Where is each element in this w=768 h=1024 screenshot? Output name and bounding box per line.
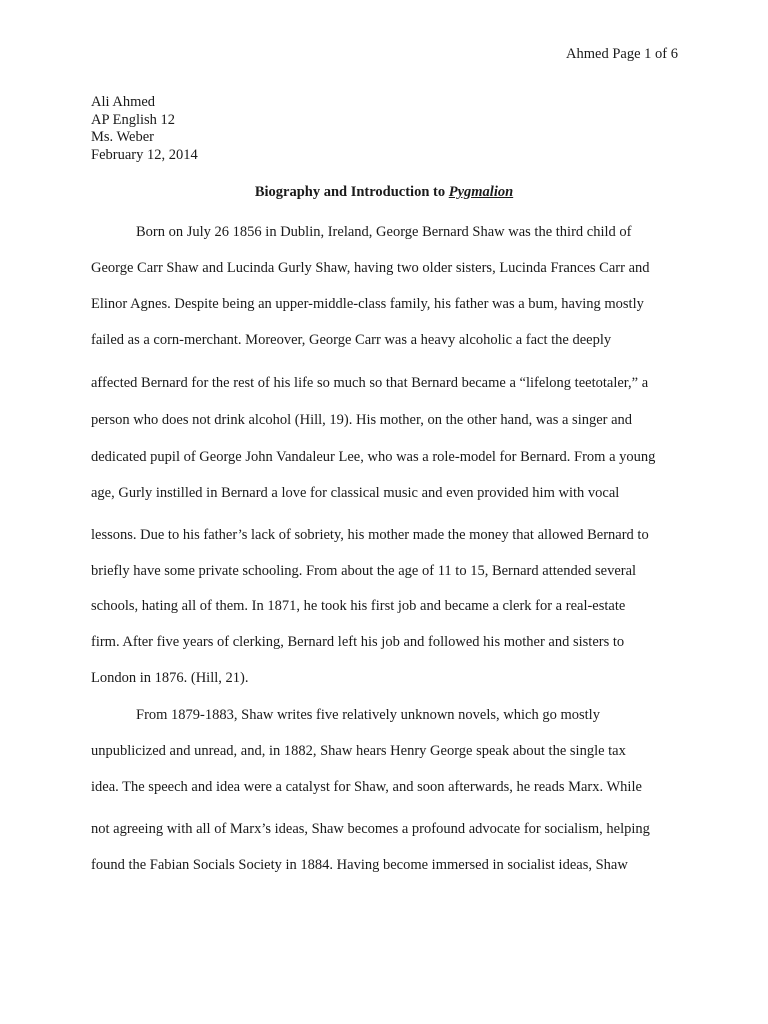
paragraph-1-line-8: age, Gurly instilled in Bernard a love for classical music and even provided him with vocal [91,485,620,501]
paragraph-1-line-6: person who does not drink alcohol (Hill, 19). His mother, on the other hand, was a singer and [91,412,633,428]
paragraph-2-line-5: found the Fabian Socials Society in 1884. Having become immersed in socialist ideas, Shaw [91,857,628,873]
paragraph-1-line-2: George Carr Shaw and Lucinda Gurly Shaw, having two older sisters, Lucinda Frances Carr and [91,260,650,276]
essay-title [0,184,768,201]
paragraph-1-line-7: dedicated pupil of George John Vandaleur Lee, who was a role-model for Bernard. From a young [91,449,656,465]
essay-title-work: Pygmalion [448,184,514,200]
paragraph-1-line-9: lessons. Due to his father’s lack of sobriety, his mother made the money that allowed Bernard to [91,527,649,543]
essay-title-text: Biography and Introduction to [254,184,449,200]
paragraph-1-line-3: Elinor Agnes. Despite being an upper-middle-class family, his father was a bum, having mostly [91,296,644,312]
paragraph-2-line-1: From 1879-1883, Shaw writes five relatively unknown novels, which go mostly [136,707,600,723]
paragraph-1-line-10: briefly have some private schooling. From about the age of 11 to 15, Bernard attended several [91,563,637,579]
essay-date: February 12, 2014 [91,146,198,163]
author-name: Ali Ahmed [91,94,156,110]
paragraph-1-line-11: schools, hating all of them. In 1871, he took his first job and became a clerk for a real-estate [91,598,626,614]
paragraph-1-line-5: affected Bernard for the rest of his life so much so that Bernard became a “lifelong teetotaler,” a [91,375,649,391]
paragraph-2-line-2: unpublicized and unread, and, in 1882, Shaw hears Henry George speak about the single tax [91,743,626,759]
mla-heading [91,94,198,164]
course-name: AP English 12 [91,111,176,128]
paragraph-1-line-4: failed as a corn-merchant. Moreover, George Carr was a heavy alcoholic a fact the deeply [91,332,612,348]
paragraph-1-line-13: London in 1876. (Hill, 21). [91,670,249,686]
paragraph-1-line-12: firm. After five years of clerking, Bernard left his job and followed his mother and sisters to [91,634,625,650]
running-header: Ahmed Page 1 of 6 [566,46,678,62]
paragraph-1-line-1: Born on July 26 1856 in Dublin, Ireland, George Bernard Shaw was the third child of [136,224,632,240]
paragraph-2-line-4: not agreeing with all of Marx’s ideas, Shaw becomes a profound advocate for socialism, helping [91,821,650,837]
teacher-name: Ms. Weber [91,129,154,145]
paragraph-2-line-3: idea. The speech and idea were a catalyst for Shaw, and soon afterwards, he reads Marx. While [91,779,642,795]
